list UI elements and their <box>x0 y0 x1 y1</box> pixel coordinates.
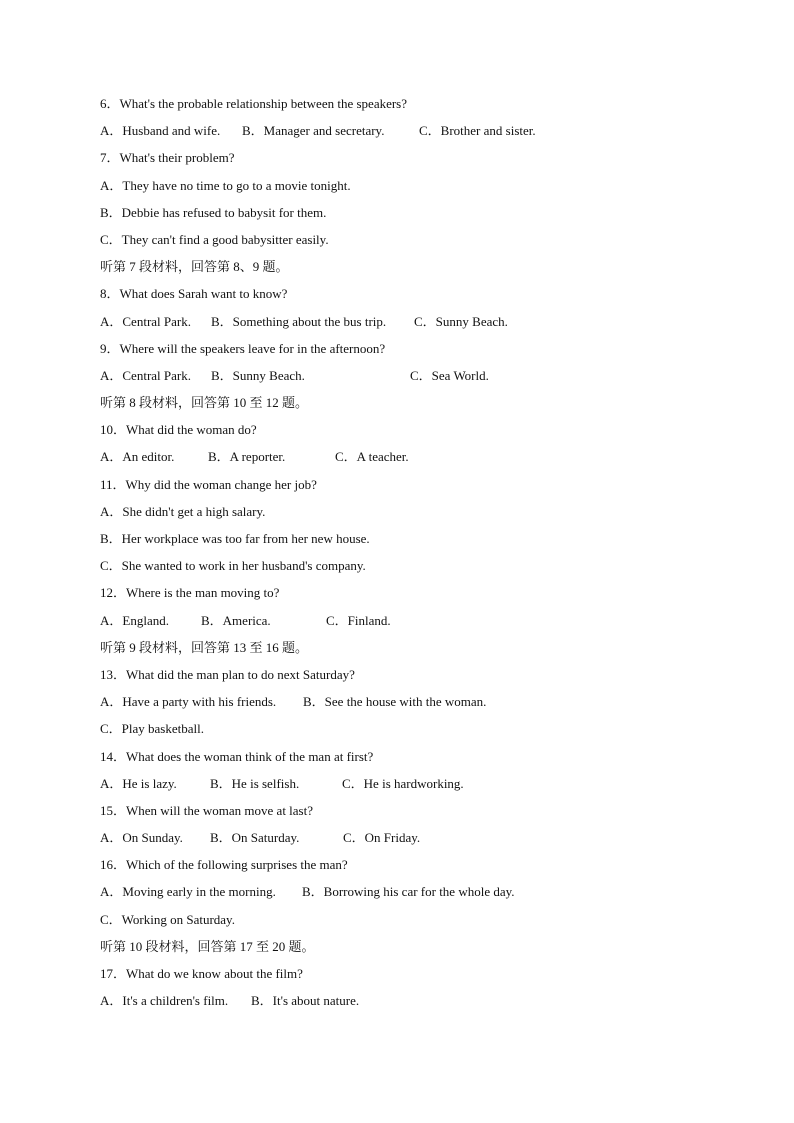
options-line <box>100 367 740 394</box>
line-text: 14．What does the woman think of the man at first? <box>100 748 374 764</box>
option-a: A．Husband and wife. <box>100 123 221 139</box>
option-c: C．A teacher. <box>335 449 409 465</box>
line-text: 13．What did the man plan to do next Saturday? <box>100 666 355 682</box>
question-line <box>100 802 740 829</box>
line-text: 8．What does Sarah want to know? <box>100 286 288 302</box>
question-line <box>100 584 740 611</box>
option-a: A．Central Park. <box>100 367 191 383</box>
option-line <box>100 204 740 231</box>
option-line <box>100 177 740 204</box>
option-a: A．Have a party with his friends. <box>100 694 277 710</box>
options-line <box>100 883 740 910</box>
question-line <box>100 965 740 992</box>
option-a: A．Central Park. <box>100 313 191 329</box>
line-text: C．Play basketball. <box>100 721 204 737</box>
option-b: B．A reporter. <box>208 449 286 465</box>
options-line <box>100 612 740 639</box>
line-text: 听第 10 段材料，回答第 17 至 20 题。 <box>100 938 315 954</box>
option-line <box>100 530 740 557</box>
option-b: B．Borrowing his car for the whole day. <box>302 884 515 900</box>
line-text: C．Working on Saturday. <box>100 911 235 927</box>
section-heading <box>100 938 740 965</box>
section-heading <box>100 394 740 421</box>
question-line <box>100 149 740 176</box>
section-heading <box>100 258 740 285</box>
option-c: C．Finland. <box>326 612 391 628</box>
option-a: A．It's a children's film. <box>100 993 229 1009</box>
question-line <box>100 95 740 122</box>
options-line <box>100 313 740 340</box>
option-b: B．Something about the bus trip. <box>211 313 387 329</box>
option-b: B．See the house with the woman. <box>303 694 487 710</box>
options-line <box>100 448 740 475</box>
option-b: B．On Saturday. <box>210 830 300 846</box>
options-line <box>100 693 740 720</box>
option-a: A．On Sunday. <box>100 830 183 846</box>
option-b: B．Manager and secretary. <box>242 123 385 139</box>
option-b: B．He is selfish. <box>210 775 300 791</box>
option-a: A．England. <box>100 612 169 628</box>
line-text: A．She didn't get a high salary. <box>100 503 266 519</box>
line-text: 12．Where is the man moving to? <box>100 585 280 601</box>
line-text: 听第 8 段材料，回答第 10 至 12 题。 <box>100 395 309 411</box>
line-text: 9．Where will the speakers leave for in the afternoon? <box>100 340 386 356</box>
options-line <box>100 775 740 802</box>
option-line <box>100 503 740 530</box>
option-c: C．Brother and sister. <box>419 123 536 139</box>
line-text: 16．Which of the following surprises the man? <box>100 857 348 873</box>
line-text: C．They can't find a good babysitter easily. <box>100 231 329 247</box>
option-c: C．Sea World. <box>410 367 489 383</box>
question-line <box>100 748 740 775</box>
line-text: 17．What do we know about the film? <box>100 966 303 981</box>
options-line <box>100 829 740 856</box>
section-heading <box>100 639 740 666</box>
line-text: 7．What's their problem? <box>100 150 235 166</box>
line-text: 11．Why did the woman change her job? <box>100 476 317 492</box>
option-line <box>100 231 740 258</box>
question-line <box>100 421 740 448</box>
line-text: C．She wanted to work in her husband's company. <box>100 558 366 574</box>
option-a: A．Moving early in the morning. <box>100 884 276 900</box>
option-line <box>100 557 740 584</box>
option-c: C．Sunny Beach. <box>414 313 508 329</box>
option-line <box>100 911 740 938</box>
document-content <box>100 95 740 1019</box>
question-line <box>100 856 740 883</box>
line-text: B．Debbie has refused to babysit for them. <box>100 204 327 220</box>
line-text: 15．When will the woman move at last? <box>100 802 314 818</box>
option-line <box>100 720 740 747</box>
question-line <box>100 340 740 367</box>
line-text: 听第 9 段材料，回答第 13 至 16 题。 <box>100 639 309 655</box>
line-text: 听第 7 段材料，回答第 8、9 题。 <box>100 259 289 275</box>
option-b: B．Sunny Beach. <box>211 367 305 383</box>
options-line <box>100 992 740 1019</box>
option-b: B．America. <box>201 612 271 628</box>
question-line <box>100 666 740 693</box>
question-line <box>100 476 740 503</box>
option-a: A．An editor. <box>100 449 175 465</box>
option-c: C．He is hardworking. <box>342 775 464 791</box>
line-text: 10．What did the woman do? <box>100 422 257 438</box>
option-a: A．He is lazy. <box>100 775 177 791</box>
option-c: C．On Friday. <box>343 830 421 846</box>
options-line <box>100 122 740 149</box>
line-text: 6．What's the probable relationship between the speakers? <box>100 96 408 111</box>
question-line <box>100 285 740 312</box>
line-text: B．Her workplace was too far from her new house. <box>100 531 370 546</box>
option-b: B．It's about nature. <box>251 993 360 1009</box>
line-text: A．They have no time to go to a movie tonight. <box>100 177 351 193</box>
